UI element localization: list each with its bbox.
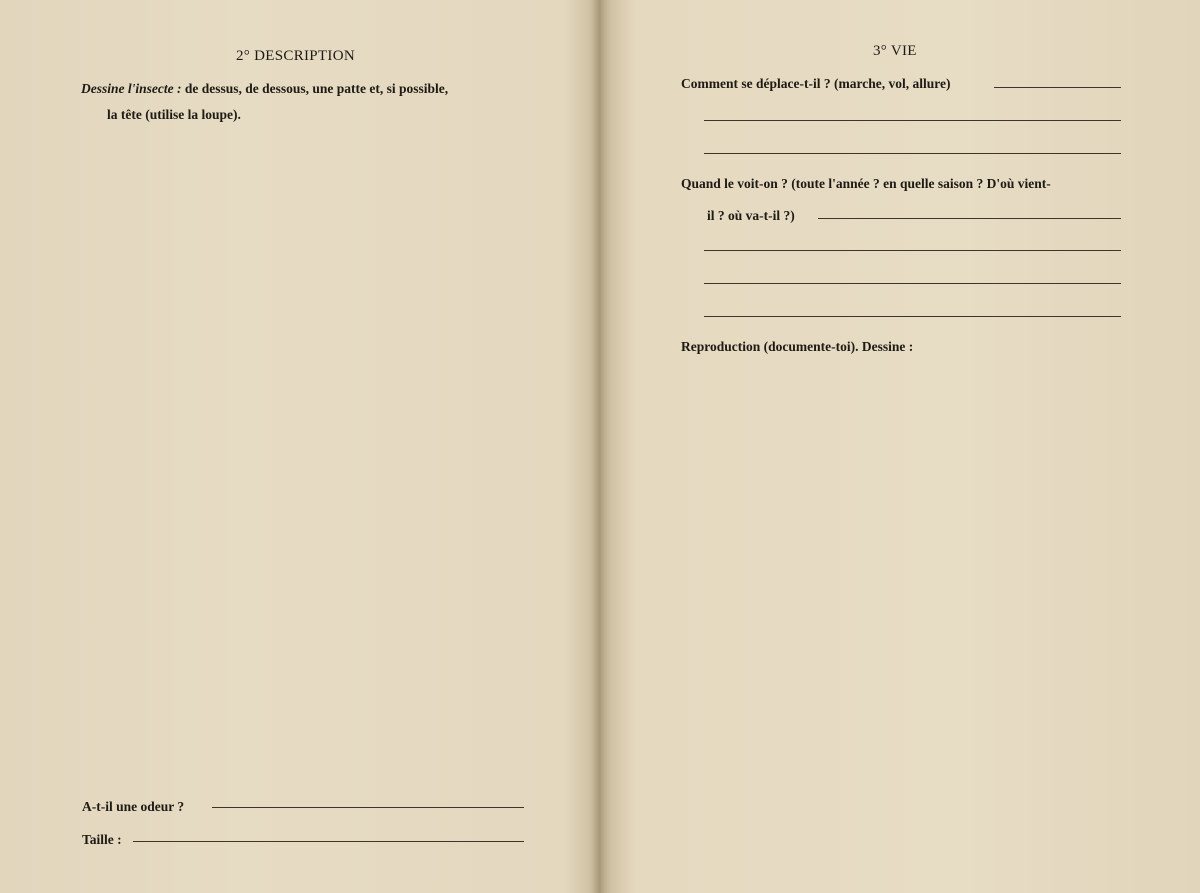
- movement-answer-line-1[interactable]: [994, 87, 1121, 88]
- season-answer-line-1[interactable]: [818, 218, 1121, 219]
- odour-label: A-t-il une odeur ?: [82, 799, 185, 814]
- instruction-line-1: de dessus, de dessous, une patte et, si possible,: [184, 81, 449, 96]
- right-page: [604, 0, 1200, 893]
- season-answer-line-3[interactable]: [704, 283, 1121, 284]
- season-question-line-2: il ? où va-t-il ?): [707, 208, 795, 223]
- drawing-instruction: [81, 80, 448, 98]
- movement-answer-line-3[interactable]: [704, 153, 1121, 154]
- size-label: Taille :: [82, 832, 122, 847]
- left-page: [0, 0, 596, 893]
- instruction-lead: Dessine l'insecte :: [81, 81, 182, 96]
- movement-question: Comment se déplace-t-il ? (marche, vol, allure): [681, 76, 951, 91]
- size-answer-line[interactable]: [133, 841, 524, 842]
- season-answer-line-2[interactable]: [704, 250, 1121, 251]
- life-heading: 3° VIE: [873, 43, 917, 59]
- instruction-line-2: la tête (utilise la loupe).: [107, 107, 241, 122]
- season-question-line-1: Quand le voit-on ? (toute l'année ? en quelle saison ? D'où vient-: [681, 176, 1051, 191]
- odour-answer-line[interactable]: [212, 807, 524, 808]
- description-heading: 2° DESCRIPTION: [236, 48, 355, 64]
- season-answer-line-4[interactable]: [704, 316, 1121, 317]
- movement-answer-line-2[interactable]: [704, 120, 1121, 121]
- reproduction-label: Reproduction (documente-toi). Dessine :: [681, 339, 914, 354]
